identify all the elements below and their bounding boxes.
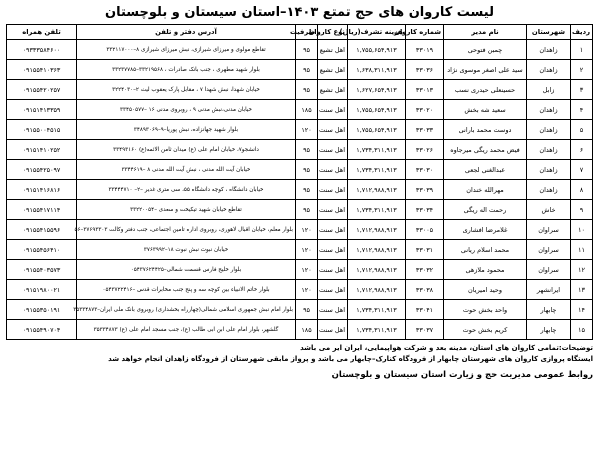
address-cell: تقاطع خیابان شهید تیکیخت و سعدی –۳۳۲۲۰۰۵۴ xyxy=(77,200,296,220)
caravan-number-cell: ۳۳۰۳۴ xyxy=(406,200,444,220)
type-cell: اهل سنت xyxy=(318,100,348,120)
mobile-cell: ۰۹۱۵۵۴۲۰۲۵۷ xyxy=(7,80,77,100)
manager-cell: غلامرضا افشاری xyxy=(444,220,527,240)
caravan-number-cell: ۳۳۰۳۲ xyxy=(406,260,444,280)
caravan-number-cell: ۳۳۰۳۹ xyxy=(406,180,444,200)
caravan-number-cell: ۳۳۰۳۶ xyxy=(406,60,444,80)
header-type: نوع کاروان xyxy=(318,25,348,40)
row-number: ۱۴ xyxy=(571,300,593,320)
mobile-cell: ۰۹۱۵۵۴۱۰۳۶۳ xyxy=(7,60,77,80)
row-number: ۳ xyxy=(571,80,593,100)
capacity-cell: ۱۲۰ xyxy=(296,120,318,140)
type-cell: اهل سنت xyxy=(318,160,348,180)
type-cell: اهل سنت xyxy=(318,140,348,160)
capacity-cell: ۹۵ xyxy=(296,300,318,320)
caravan-number-cell: ۳۳۰۱۹ xyxy=(406,40,444,60)
manager-cell: سید علی اصغر موسوی نژاد xyxy=(444,60,527,80)
capacity-cell: ۹۵ xyxy=(296,80,318,100)
header-cost: هزینه تشرف(ریال) xyxy=(348,25,406,40)
capacity-cell: ۹۵ xyxy=(296,140,318,160)
row-number: ۲ xyxy=(571,60,593,80)
caravan-number-cell: ۳۳۰۳۱ xyxy=(406,240,444,260)
table-row xyxy=(7,280,593,300)
address-cell: بلوار معلم، خیابان اقبال لاهوری، روبروی اداره تامین اجتماعی، جنب دفتر وکالت ۳۷۶۹۳۳۰۳–۵۶ xyxy=(77,220,296,240)
capacity-cell: ۱۲۰ xyxy=(296,220,318,240)
cost-cell: ۱,۷۳۴,۳۱۱,۹۱۳ xyxy=(348,140,406,160)
manager-cell: محمود ملازهی xyxy=(444,260,527,280)
city-cell: سراوان xyxy=(527,240,571,260)
mobile-cell: ۰۹۱۵۱۹۸۰۰۲۱ xyxy=(7,280,77,300)
capacity-cell: ۱۸۵ xyxy=(296,320,318,340)
notes-section xyxy=(6,343,593,364)
table-row xyxy=(7,140,593,160)
capacity-cell: ۹۵ xyxy=(296,160,318,180)
caravan-number-cell: ۳۳۰۲۰ xyxy=(406,100,444,120)
cost-cell: ۱,۷۳۴,۳۱۱,۹۱۳ xyxy=(348,160,406,180)
type-cell: اهل تشیع xyxy=(318,80,348,100)
table-row xyxy=(7,220,593,240)
mobile-cell: ۰۹۱۵۵۳۵۰۱۹۱ xyxy=(7,300,77,320)
capacity-cell: ۹۵ xyxy=(296,200,318,220)
table-row xyxy=(7,160,593,180)
manager-cell: حسینعلی حیدری نسب xyxy=(444,80,527,100)
capacity-cell: ۱۲۰ xyxy=(296,260,318,280)
header-city: شهرستان xyxy=(527,25,571,40)
address-cell: دانشجو۷، خیابان امام علی (ع) میدان ثامن الائمه(ع) ۳۳۴۹۳۱۶۰ xyxy=(77,140,296,160)
caravan-number-cell: ۳۳۰۴۱ xyxy=(406,300,444,320)
table-row xyxy=(7,80,593,100)
type-cell: اهل سنت xyxy=(318,260,348,280)
cost-cell: ۱,۶۳۸,۳۱۱,۹۱۳ xyxy=(348,60,406,80)
mobile-cell: ۰۹۳۳۳۵۸۴۶۰۰ xyxy=(7,40,77,60)
header-address: آدرس دفتر و تلفن xyxy=(77,25,296,40)
cost-cell: ۱,۷۵۵,۶۵۴,۹۱۳ xyxy=(348,100,406,120)
row-number: ۴ xyxy=(571,100,593,120)
cost-cell: ۱,۷۱۲,۹۸۸,۹۱۳ xyxy=(348,220,406,240)
type-cell: اهل سنت xyxy=(318,320,348,340)
manager-cell: کریم بخش حوت xyxy=(444,320,527,340)
manager-cell: وحید امیریان xyxy=(444,280,527,300)
cost-cell: ۱,۷۳۴,۳۱۱,۹۱۳ xyxy=(348,200,406,220)
cost-cell: ۱,۷۳۴,۳۱۱,۹۱۳ xyxy=(348,320,406,340)
row-number: ۱۰ xyxy=(571,220,593,240)
cost-cell: ۱,۷۱۲,۹۸۸,۹۱۳ xyxy=(348,180,406,200)
manager-cell: محمد اسلام ریانی xyxy=(444,240,527,260)
table-body xyxy=(7,40,593,340)
address-cell: بلوار خاتم الانبیاء بین کوچه سه و پنج جنب مخابرات قدس –۰۵۴۳۷۲۲۴۱۶ xyxy=(77,280,296,300)
cost-cell: ۱,۷۳۴,۳۱۱,۹۱۳ xyxy=(348,300,406,320)
capacity-cell: ۹۵ xyxy=(296,40,318,60)
city-cell: چابهار xyxy=(527,320,571,340)
city-cell: چابهار xyxy=(527,300,571,320)
table-row xyxy=(7,100,593,120)
table-row xyxy=(7,300,593,320)
row-number: ۱ xyxy=(571,40,593,60)
header-capacity: ظرفیت xyxy=(296,25,318,40)
address-cell: گلشهر، بلوار امام علی ابن ابی طالب (ع)، جنب مسجد امام علی (ع) ۳۵۳۳۴۸۷۳ xyxy=(77,320,296,340)
address-cell: خیابان دانشگاه ، کوچه دانشگاه ۵۵، سی متری غدیر –۲– ۳۳۴۴۴۷۱۰ xyxy=(77,180,296,200)
capacity-cell: ۱۲۰ xyxy=(296,280,318,300)
address-cell: بلوار خلیج فارس قسمت شمالی–۰۵۴۳۷۶۲۴۴۲۵ xyxy=(77,260,296,280)
cost-cell: ۱,۷۱۲,۹۸۸,۹۱۳ xyxy=(348,240,406,260)
type-cell: اهل تشیع xyxy=(318,60,348,80)
type-cell: اهل سنت xyxy=(318,200,348,220)
address-cell: تقاطع مولوی و میرزای شیرازی، نبش میرزای شیرازی ۸–۳۳۲۱۱۷۰۰۰ xyxy=(77,40,296,60)
mobile-cell: ۰۹۱۵۵۰۰۴۵۱۵ xyxy=(7,120,77,140)
caravan-number-cell: ۳۳۰۱۳ xyxy=(406,80,444,100)
table-row xyxy=(7,320,593,340)
city-cell: خاش xyxy=(527,200,571,220)
caravan-number-cell: ۳۳۰۳۳ xyxy=(406,120,444,140)
type-cell: اهل سنت xyxy=(318,300,348,320)
cost-cell: ۱,۷۵۵,۶۵۴,۹۱۳ xyxy=(348,120,406,140)
manager-cell: سعید شه بخش xyxy=(444,100,527,120)
mobile-cell: ۰۹۱۵۵۴۲۵۰۹۷ xyxy=(7,160,77,180)
city-cell: زاهدان xyxy=(527,140,571,160)
header-mobile: تلفن همراه xyxy=(7,25,77,40)
manager-cell: چمبن فتوحی xyxy=(444,40,527,60)
capacity-cell: ۱۸۵ xyxy=(296,100,318,120)
mobile-cell: ۰۹۱۵۱۴۱۳۳۵۹ xyxy=(7,100,77,120)
type-cell: اهل سنت xyxy=(318,240,348,260)
caravan-number-cell: ۳۳۰۳۸ xyxy=(406,280,444,300)
caravan-number-cell: ۳۳۰۰۵ xyxy=(406,220,444,240)
mobile-cell: ۰۹۱۵۵۴۹۰۷۰۴ xyxy=(7,320,77,340)
city-cell: زاهدان xyxy=(527,120,571,140)
city-cell: ایرانشهر xyxy=(527,280,571,300)
cost-cell: ۱,۷۱۲,۹۸۸,۹۱۳ xyxy=(348,260,406,280)
table-row xyxy=(7,40,593,60)
caravan-table xyxy=(6,24,593,340)
cost-cell: ۱,۶۲۷,۶۵۴,۹۱۳ xyxy=(348,80,406,100)
caravan-number-cell: ۳۳۰۳۰ xyxy=(406,160,444,180)
header-manager: نام مدیر xyxy=(444,25,527,40)
table-row xyxy=(7,200,593,220)
table-row xyxy=(7,240,593,260)
cost-cell: ۱,۷۵۵,۶۵۴,۹۱۳ xyxy=(348,40,406,60)
capacity-cell: ۹۵ xyxy=(296,180,318,200)
address-cell: خیابان مدنی،نبش مدنی ۹ ، روبروی مدنی ۱۶ –۳۳۴۵۰۵۷۷ xyxy=(77,100,296,120)
manager-cell: واحد بخش حوت xyxy=(444,300,527,320)
mobile-cell: ۰۹۱۵۱۴۱۶۸۱۶ xyxy=(7,180,77,200)
mobile-cell: ۰۹۱۵۵۴۰۳۵۷۳ xyxy=(7,260,77,280)
type-cell: اهل سنت xyxy=(318,180,348,200)
table-header-row xyxy=(7,25,593,40)
city-cell: زاهدان xyxy=(527,60,571,80)
row-number: ۸ xyxy=(571,180,593,200)
row-number: ۶ xyxy=(571,140,593,160)
city-cell: سراوان xyxy=(527,220,571,240)
address-cell: خیابان آیت الله مدنی ، نبش آیت الله مدنی ۸ –۳۳۴۴۶۱۹ xyxy=(77,160,296,180)
row-number: ۱۳ xyxy=(571,280,593,300)
city-cell: زاهدان xyxy=(527,100,571,120)
caravan-number-cell: ۳۳۰۳۷ xyxy=(406,320,444,340)
row-number: ۱۱ xyxy=(571,240,593,260)
type-cell: اهل سنت xyxy=(318,120,348,140)
capacity-cell: ۱۲۰ xyxy=(296,240,318,260)
page-title: لیست کاروان های حج تمتع ۱۴۰۳–استان سیستان و بلوچستان xyxy=(105,5,494,20)
address-cell: بلوار شهید مطهری ، جنب بانک صادرات ، ۳۳۲۱۹۵۶۸–۳۳۲۳۷۷۸۵ xyxy=(77,60,296,80)
cost-cell: ۱,۷۱۲,۹۸۸,۹۱۳ xyxy=(348,280,406,300)
address-cell: خیابان شهدا، نبش شهدا ۷ ، مقابل پارک یعقوب لیث ۲–۳۲۲۴۰۳۰ xyxy=(77,80,296,100)
manager-cell: رحمت اله ریگی xyxy=(444,200,527,220)
type-cell: اهل سنت xyxy=(318,220,348,240)
address-cell: بلوار شهید جهانزاده، نبش پوریا–۹–۳۴۸۹۳۰۶۹ xyxy=(77,120,296,140)
table-row xyxy=(7,60,593,80)
row-number: ۱۲ xyxy=(571,260,593,280)
address-cell: بلوار امام نبش جمهوری اسلامی شمالی(چهارراه بخشداری) روبروی بانک ملی ایران–۳۵۳۳۴۸۷۳ xyxy=(77,300,296,320)
caravan-number-cell: ۳۳۰۲۶ xyxy=(406,140,444,160)
mobile-cell: ۰۹۱۵۵۴۵۶۴۱۰ xyxy=(7,240,77,260)
header-caravan-number: شماره کاروان xyxy=(406,25,444,40)
row-number: ۱۵ xyxy=(571,320,593,340)
city-cell: زابل xyxy=(527,80,571,100)
note-airport: ایستگاه پروازی کاروان های شهرستان چابهار از فرودگاه کنارک–چابهار می باشد و پرواز مابقی شهرستان از فرودگاه زاهدان انجام خواهد شد xyxy=(108,355,593,363)
mobile-cell: ۰۹۱۵۵۴۱۵۵۹۶ xyxy=(7,220,77,240)
row-number: ۵ xyxy=(571,120,593,140)
address-cell: خیابان نبوت نبش نبوت ۱۸–۳۷۶۳۹۹۲ xyxy=(77,240,296,260)
manager-cell: مهرالله خندان xyxy=(444,180,527,200)
row-number: ۷ xyxy=(571,160,593,180)
mobile-cell: ۰۹۱۵۵۴۱۷۱۱۴ xyxy=(7,200,77,220)
city-cell: سراوان xyxy=(527,260,571,280)
table-row xyxy=(7,260,593,280)
city-cell: زاهدان xyxy=(527,40,571,60)
table-row xyxy=(7,180,593,200)
mobile-cell: ۰۹۱۵۱۴۱۰۲۵۲ xyxy=(7,140,77,160)
type-cell: اهل تشیع xyxy=(318,40,348,60)
header-row-number: ردیف xyxy=(571,25,593,40)
note-airline: توضیحات:تمامی کاروان های استان، مدینه بعد و شرکت هواپیمایی، ایران ایر می باشد xyxy=(300,344,593,352)
manager-cell: دوست محمد بارانی xyxy=(444,120,527,140)
capacity-cell: ۹۵ xyxy=(296,60,318,80)
city-cell: زاهدان xyxy=(527,180,571,200)
manager-cell: عبدالغنی لجعی xyxy=(444,160,527,180)
row-number: ۹ xyxy=(571,200,593,220)
manager-cell: فیض محمد ریگی میرجاوه xyxy=(444,140,527,160)
footer-signature: روابط عمومی مدیریت حج و زیارت استان سیستان و بلوچستان xyxy=(331,370,593,380)
city-cell: زاهدان xyxy=(527,160,571,180)
type-cell: اهل سنت xyxy=(318,280,348,300)
table-row xyxy=(7,120,593,140)
